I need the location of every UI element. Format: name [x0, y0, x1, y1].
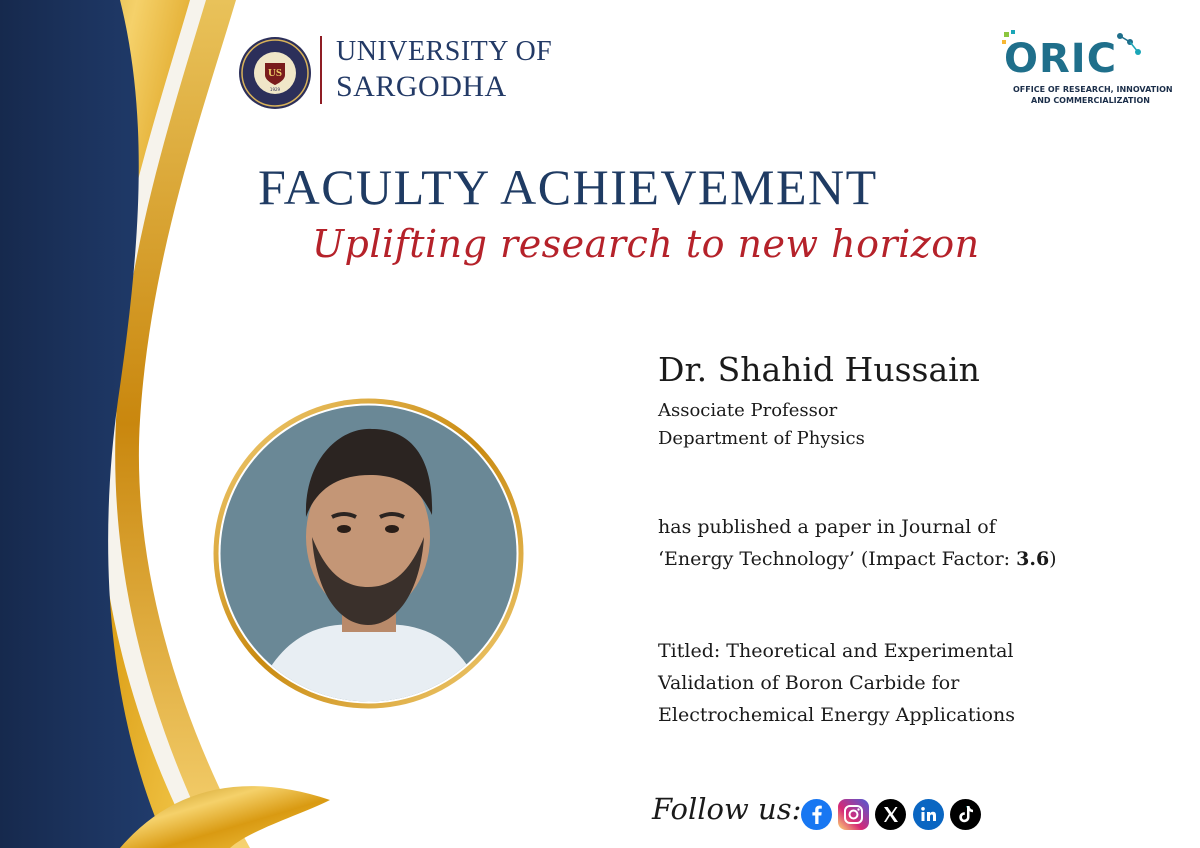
faculty-department: Department of Physics — [658, 428, 865, 449]
paper-title-line1: Titled: Theoretical and Experimental — [658, 640, 1014, 662]
linkedin-icon[interactable] — [913, 799, 944, 830]
publication-line2-suffix: ) — [1049, 548, 1057, 570]
faculty-name: Dr. Shahid Hussain — [658, 350, 980, 389]
x-icon[interactable] — [875, 799, 906, 830]
svg-text:1929: 1929 — [269, 87, 281, 92]
impact-factor-value: 3.6 — [1016, 548, 1050, 570]
paper-title-line2: Validation of Boron Carbide for — [658, 672, 960, 694]
oric-subtitle-line2: AND COMMERCIALIZATION — [1031, 96, 1150, 105]
university-name-line1: UNIVERSITY OF — [336, 36, 553, 67]
follow-us-label: Follow us: — [652, 792, 802, 826]
tiktok-icon[interactable] — [950, 799, 981, 830]
journal-text: ‘Energy Technology’ (Impact Factor: — [658, 548, 1017, 570]
oric-subtitle-line1: OFFICE OF RESEARCH, INNOVATION — [1013, 85, 1173, 94]
faculty-portrait — [212, 397, 525, 710]
university-seal-logo — [238, 36, 312, 110]
faculty-designation: Associate Professor — [658, 400, 838, 421]
tagline: Uplifting research to new horizon — [312, 222, 980, 266]
university-logo-divider — [320, 36, 322, 104]
instagram-icon[interactable] — [838, 799, 869, 830]
paper-title-line3: Electrochemical Energy Applications — [658, 704, 1015, 726]
svg-text:US: US — [267, 67, 283, 79]
publication-line1: has published a paper in Journal of — [658, 516, 996, 538]
page-title: FACULTY ACHIEVEMENT — [258, 159, 878, 215]
facebook-icon[interactable] — [801, 799, 832, 830]
oric-wordmark: ORIC — [1004, 36, 1118, 82]
university-name-line2: SARGODHA — [336, 70, 507, 103]
publication-line2 — [658, 548, 1057, 570]
